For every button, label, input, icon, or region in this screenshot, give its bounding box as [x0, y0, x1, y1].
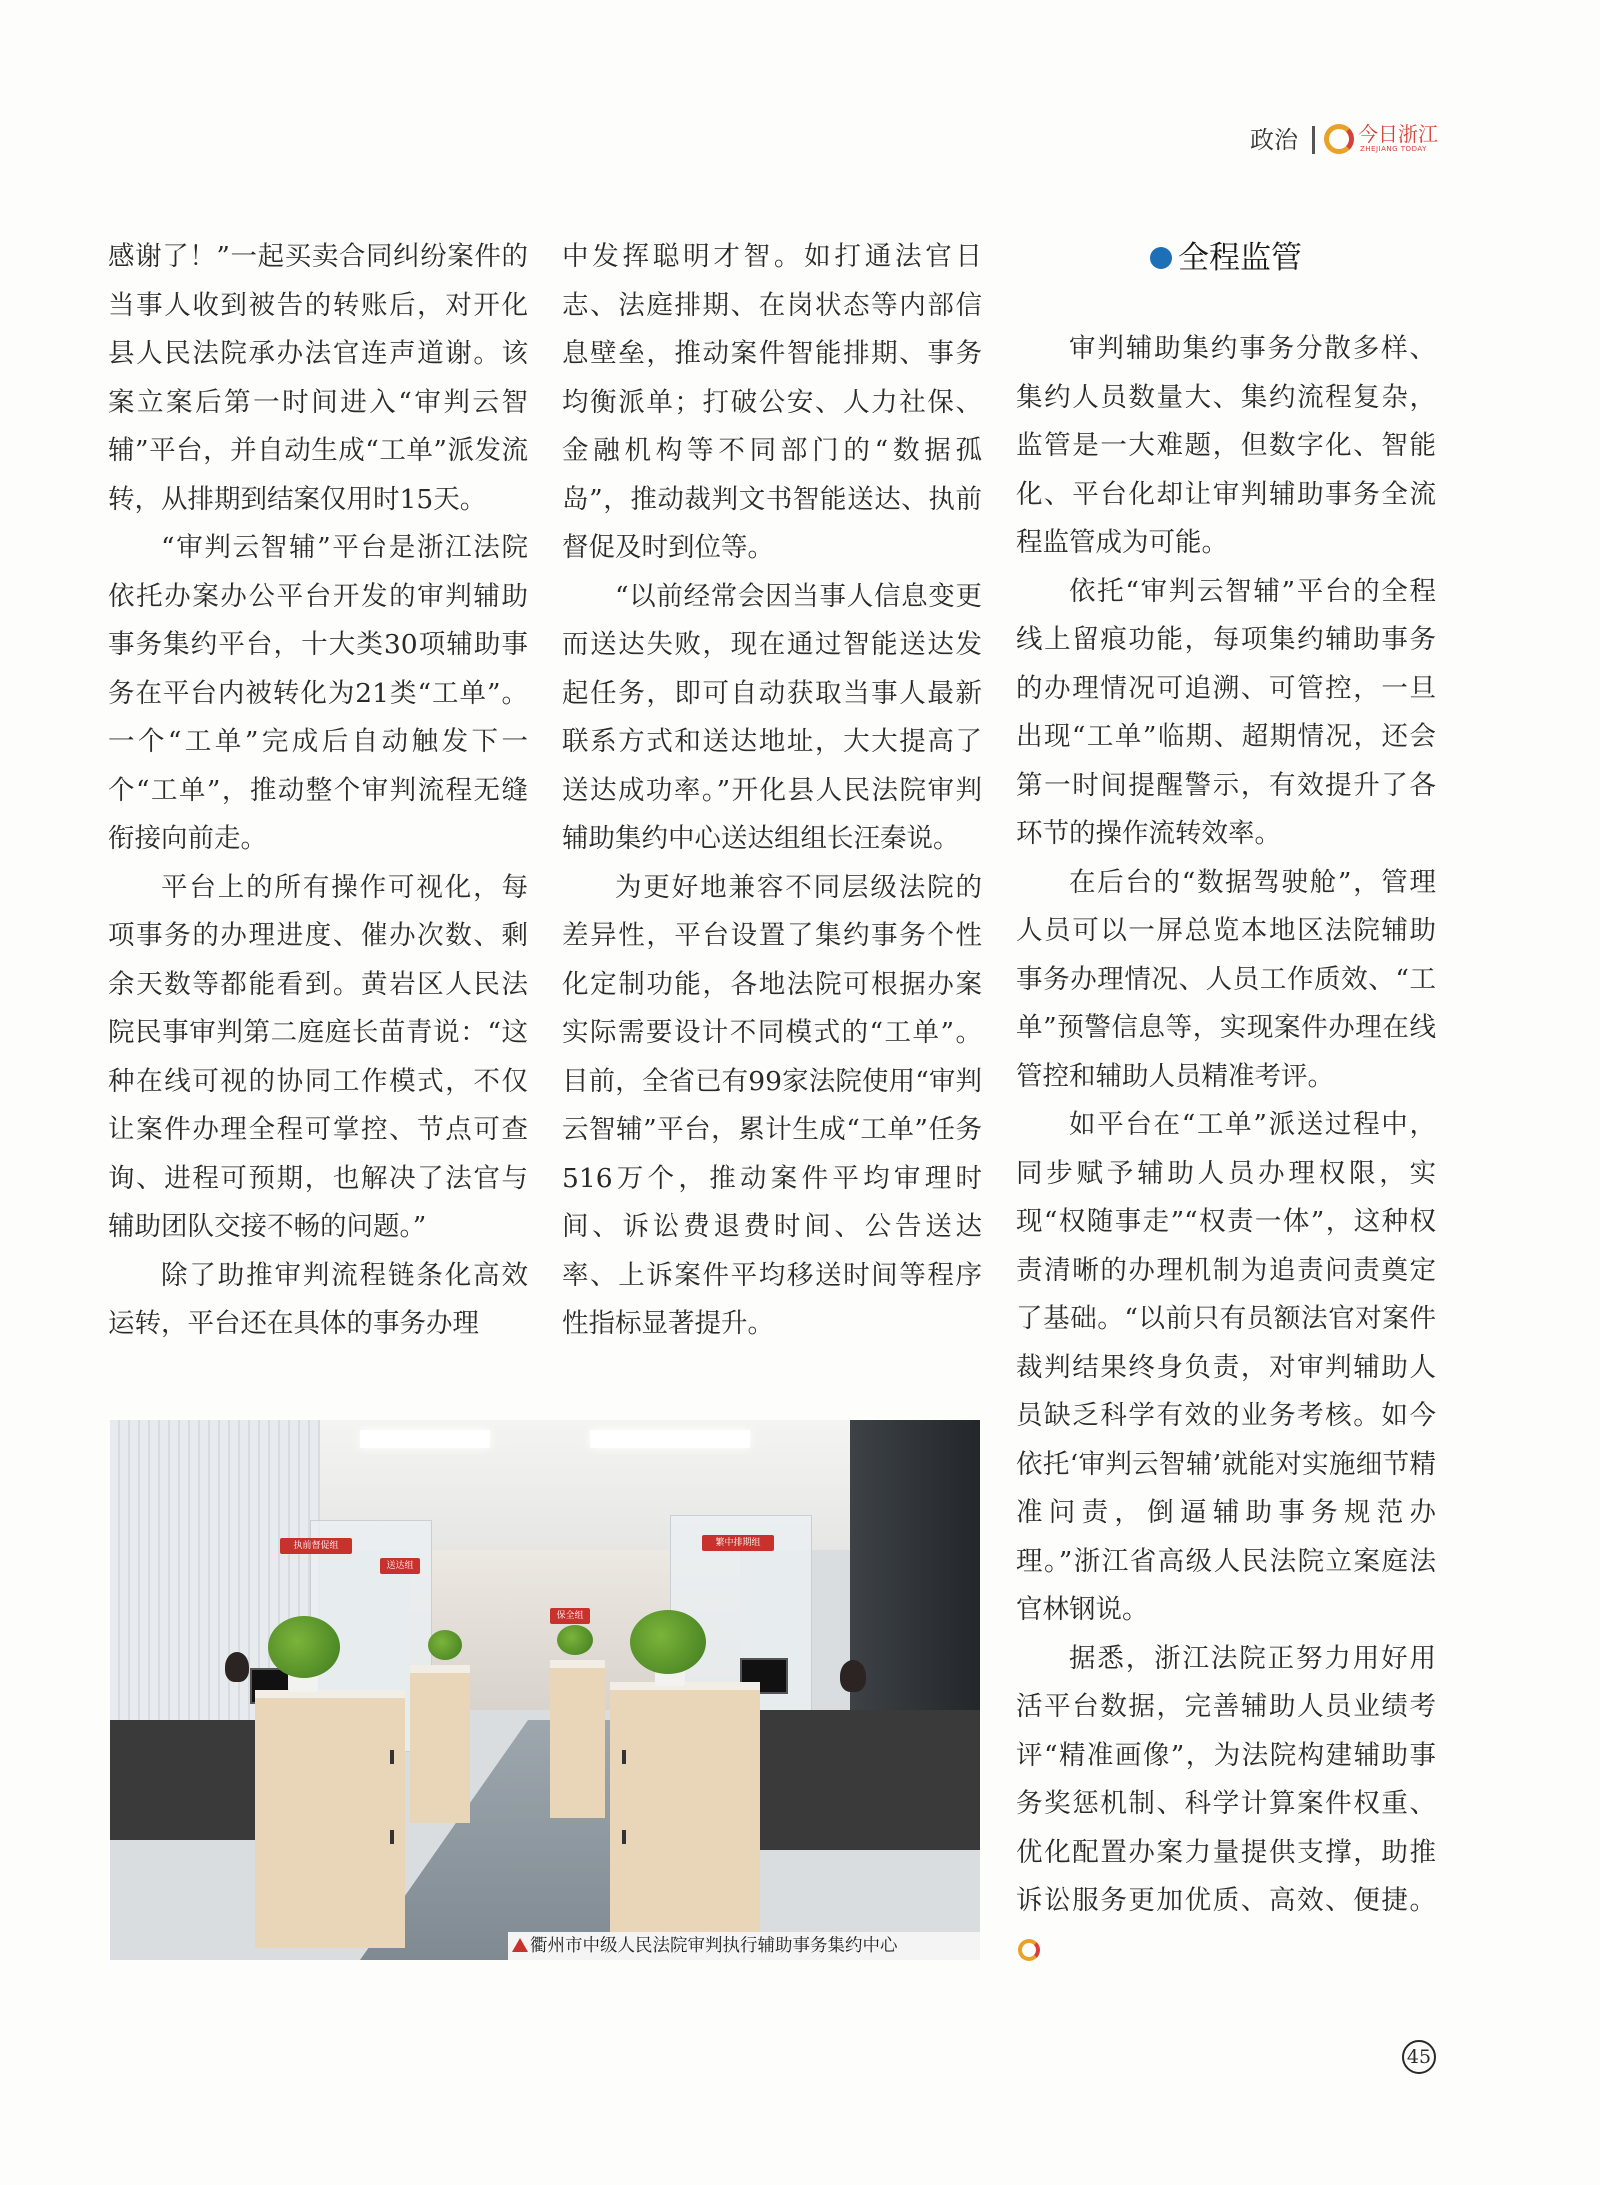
magazine-logo — [1324, 122, 1444, 158]
article-column-2 — [562, 233, 982, 1349]
storage-cabinet — [550, 1660, 605, 1818]
paragraph — [1016, 1635, 1436, 1975]
page-header — [1250, 120, 1450, 160]
cabinet-handle — [390, 1750, 394, 1764]
paragraph: 依托“审判云智辅”平台的全程线上留痕功能，每项集约辅助事务的办理情况可追溯、可管控，一旦出现“工单”临期、超期情况，还会第一时间提醒警示，有效提升了各环节的操作流转效率。 — [1016, 575, 1436, 849]
paragraph: 为更好地兼容不同层级法院的差异性，平台设置了集约事务个性化定制功能，各地法院可根据办案实际需要设计不同模式的“工单”。目前，全省已有99家法院使用“审判云智辅”平台，累计生成“工单”任务516万个，推动案件平均审理时间、诉讼费退费时间、公告送达率、上诉案件平均移送时间等程序性指标显著提升。 — [562, 871, 982, 1339]
potted-plant — [428, 1630, 462, 1660]
potted-plant — [630, 1610, 706, 1674]
storage-cabinet — [610, 1682, 760, 1948]
paragraph: 平台上的所有操作可视化，每项事务的办理进度、催办次数、剩余天数等都能看到。黄岩区人民法院民事审判第二庭庭长苗青说：“这种在线可视的协同工作模式，不仅让案件办理全程可掌控、节点可查询、进程可预期，也解决了法官与辅助团队交接不畅的问题。” — [108, 871, 528, 1242]
section-heading — [1150, 236, 1410, 280]
team-sign — [550, 1608, 590, 1624]
paragraph: 除了助推审判流程链条化高效运转，平台还在具体的事务办理 — [108, 1259, 528, 1339]
team-sign — [280, 1538, 352, 1554]
section-label: 政治 — [1250, 126, 1298, 154]
staff-person — [225, 1652, 249, 1682]
article-column-3 — [1016, 325, 1436, 1974]
end-mark-icon — [1018, 1939, 1040, 1961]
paragraph: “审判云智辅”平台是浙江法院依托办案办公平台开发的审判辅助事务集约平台，十大类30项辅助事务在平台内被转化为21类“工单”。一个“工单”完成后自动触发下一个“工单”，推动整个审判流程无缝衔接向前走。 — [108, 532, 528, 854]
team-sign-text: 送达组 — [386, 1561, 414, 1571]
storage-cabinet — [255, 1690, 405, 1948]
ceiling-light — [360, 1430, 490, 1448]
paragraph: “以前经常会因当事人信息变更而送达失败，现在通过智能送达发起任务，即可自动获取当事人最新联系方式和送达地址，大大提高了送达成功率。”开化县人民法院审判辅助集约中心送达组组长汪秦说。 — [562, 580, 982, 854]
team-sign-text: 执前督促组 — [293, 1541, 339, 1551]
storage-cabinet — [410, 1665, 470, 1823]
potted-plant — [557, 1625, 593, 1655]
team-sign — [380, 1558, 420, 1574]
paragraph: 中发挥聪明才智。如打通法官日志、法庭排期、在岗状态等内部信息壁垒，推动案件智能排期、事务均衡派单；打破公安、人力社保、金融机构等不同部门的“数据孤岛”，推动裁判文书智能送达、执前督促及时到位等。 — [562, 241, 982, 563]
team-sign-text: 保全组 — [556, 1611, 584, 1621]
caption-text: 衢州市中级人民法院审判执行辅助事务集约中心 — [530, 1936, 898, 1956]
team-sign-text: 繁中排期组 — [715, 1538, 761, 1548]
logo-swirl-icon — [1324, 124, 1354, 154]
article-column-1 — [108, 233, 528, 1349]
photo-caption — [508, 1932, 980, 1960]
header-divider — [1312, 126, 1315, 154]
staff-person — [840, 1660, 866, 1692]
workstation — [750, 1710, 980, 1850]
caption-triangle-icon — [512, 1938, 528, 1952]
cabinet-handle — [390, 1830, 394, 1844]
paragraph-text: 据悉，浙江法院正努力用好用活平台数据，完善辅助人员业绩考评“精准画像”，为法院构建辅助事务奖惩机制、科学计算案件权重、优化配置办案力量提供支撑，助推诉讼服务更加优质、高效、便捷。 — [1016, 1642, 1436, 1916]
bullet-dot-icon — [1150, 247, 1172, 269]
cabinet-handle — [622, 1750, 626, 1764]
paragraph: 审判辅助集约事务分散多样、集约人员数量大、集约流程复杂，监管是一大难题，但数字化、智能化、平台化却让审判辅助事务全流程监管成为可能。 — [1016, 333, 1436, 558]
page-number: 45 — [1402, 2040, 1436, 2074]
team-sign — [702, 1535, 774, 1551]
paragraph: 如平台在“工单”派送过程中，同步赋予辅助人员办理权限，实现“权随事走”“权责一体”，这种权责清晰的办理机制为追责问责奠定了基础。“以前只有员额法官对案件裁判结果终身负责，对审判辅助人员缺乏科学有效的业务考核。如今依托‘审判云智辅’就能对实施细节精准问责，倒逼辅助事务规范办理。”浙江省高级人民法院立案庭法官林钢说。 — [1016, 1109, 1436, 1625]
logo-subtitle: ZHEJIANG TODAY — [1360, 145, 1427, 153]
paragraph: 感谢了！”一起买卖合同纠纷案件的当事人收到被告的转账后，对开化县人民法院承办法官连声道谢。该案立案后第一时间进入“审判云智辅”平台，并自动生成“工单”派发流转，从排期到结案仅用时15天。 — [108, 241, 528, 515]
paragraph: 在后台的“数据驾驶舱”，管理人员可以一屏总览本地区法院辅助事务办理情况、人员工作质效、“工单”预警信息等，实现案件办理在线管控和辅助人员精准考评。 — [1016, 866, 1436, 1092]
ceiling-light — [590, 1430, 750, 1448]
office-photo — [110, 1420, 980, 1960]
logo-name: 今日浙江 — [1358, 122, 1438, 146]
cabinet-handle — [622, 1830, 626, 1844]
section-heading-text: 全程监管 — [1178, 240, 1302, 276]
potted-plant — [268, 1616, 340, 1678]
